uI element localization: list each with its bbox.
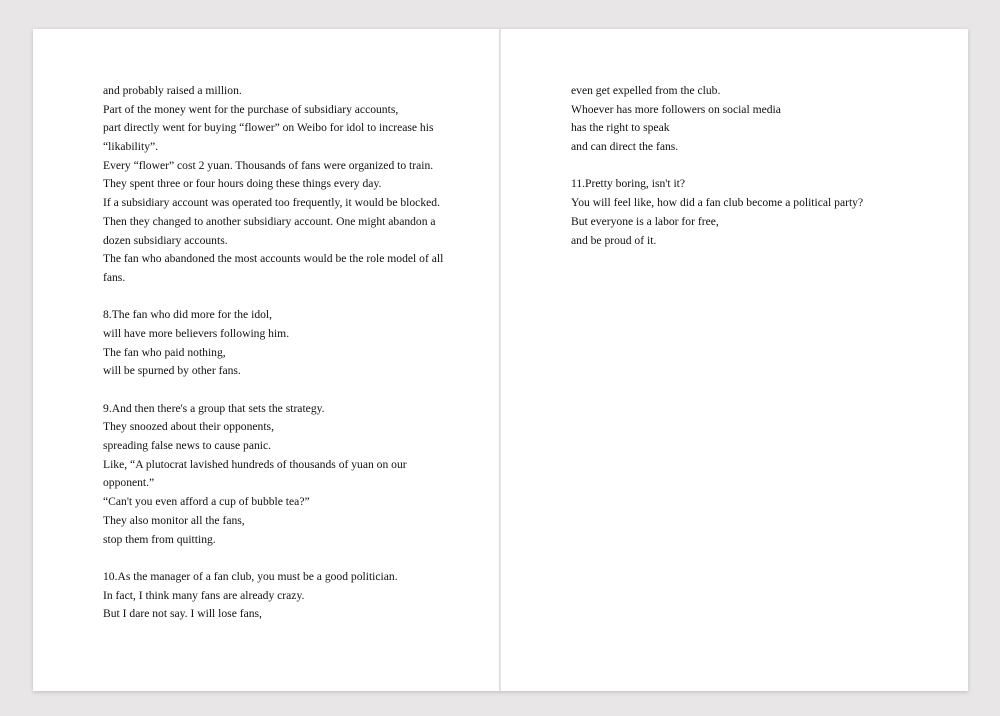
blank-line: [571, 157, 901, 176]
text-line: “likability”.: [103, 140, 159, 154]
text-line: But I dare not say. I will lose fans,: [103, 607, 262, 621]
text-line: In fact, I think many fans are already crazy.: [103, 588, 305, 602]
text-line: Part of the money went for the purchase of subsidiary accounts,: [103, 102, 399, 116]
text-line: 9.And then there's a group that sets the strategy.: [103, 401, 325, 415]
text-line: If a subsidiary account was operated too frequently, it would be blocked.: [103, 196, 440, 210]
text-line: The fan who abandoned the most accounts would be the role model of all: [103, 252, 444, 266]
text-line: Every “flower” cost 2 yuan. Thousands of fans were organized to train.: [103, 158, 434, 172]
text-line: will be spurned by other fans.: [103, 364, 241, 378]
text-line: 11.Pretty boring, isn't it?: [571, 177, 686, 191]
left-page-text: [103, 82, 444, 624]
text-line: They also monitor all the fans,: [103, 513, 245, 527]
text-line: and probably raised a million.: [103, 84, 242, 97]
text-line: even get expelled from the club.: [571, 84, 721, 97]
text-line: has the right to speak: [571, 121, 670, 135]
left-page: [33, 29, 499, 691]
text-line: Then they changed to another subsidiary account. One might abandon a: [103, 214, 436, 228]
text-line: dozen subsidiary accounts.: [103, 233, 228, 247]
text-line: spreading false news to cause panic.: [103, 439, 272, 453]
text-line: You will feel like, how did a fan club become a political party?: [571, 196, 864, 210]
text-line: opponent.”: [103, 476, 155, 490]
text-line: fans.: [103, 270, 126, 284]
right-page: [501, 29, 968, 691]
right-page-text: [571, 82, 901, 250]
text-line: will have more believers following him.: [103, 326, 290, 340]
text-line: and be proud of it.: [571, 233, 657, 247]
text-line: They spent three or four hours doing these things every day.: [103, 177, 382, 191]
blank-line: [103, 288, 433, 307]
blank-line: [103, 381, 433, 400]
text-line: 10.As the manager of a fan club, you must be a good politician.: [103, 569, 398, 583]
text-line: The fan who paid nothing,: [103, 345, 226, 359]
text-line: stop them from quitting.: [103, 532, 216, 546]
text-line: “Can't you even afford a cup of bubble tea?”: [103, 495, 310, 509]
text-line: Whoever has more followers on social media: [571, 102, 781, 116]
text-line: Like, “A plutocrat lavished hundreds of thousands of yuan on our: [103, 457, 407, 471]
text-line: But everyone is a labor for free,: [571, 214, 719, 228]
text-line: and can direct the fans.: [571, 140, 679, 154]
document-spread: [33, 29, 968, 691]
text-line: part directly went for buying “flower” on Weibo for idol to increase his: [103, 121, 434, 135]
text-line: They snoozed about their opponents,: [103, 420, 274, 434]
text-line: 8.The fan who did more for the idol,: [103, 308, 273, 322]
blank-line: [103, 549, 433, 568]
